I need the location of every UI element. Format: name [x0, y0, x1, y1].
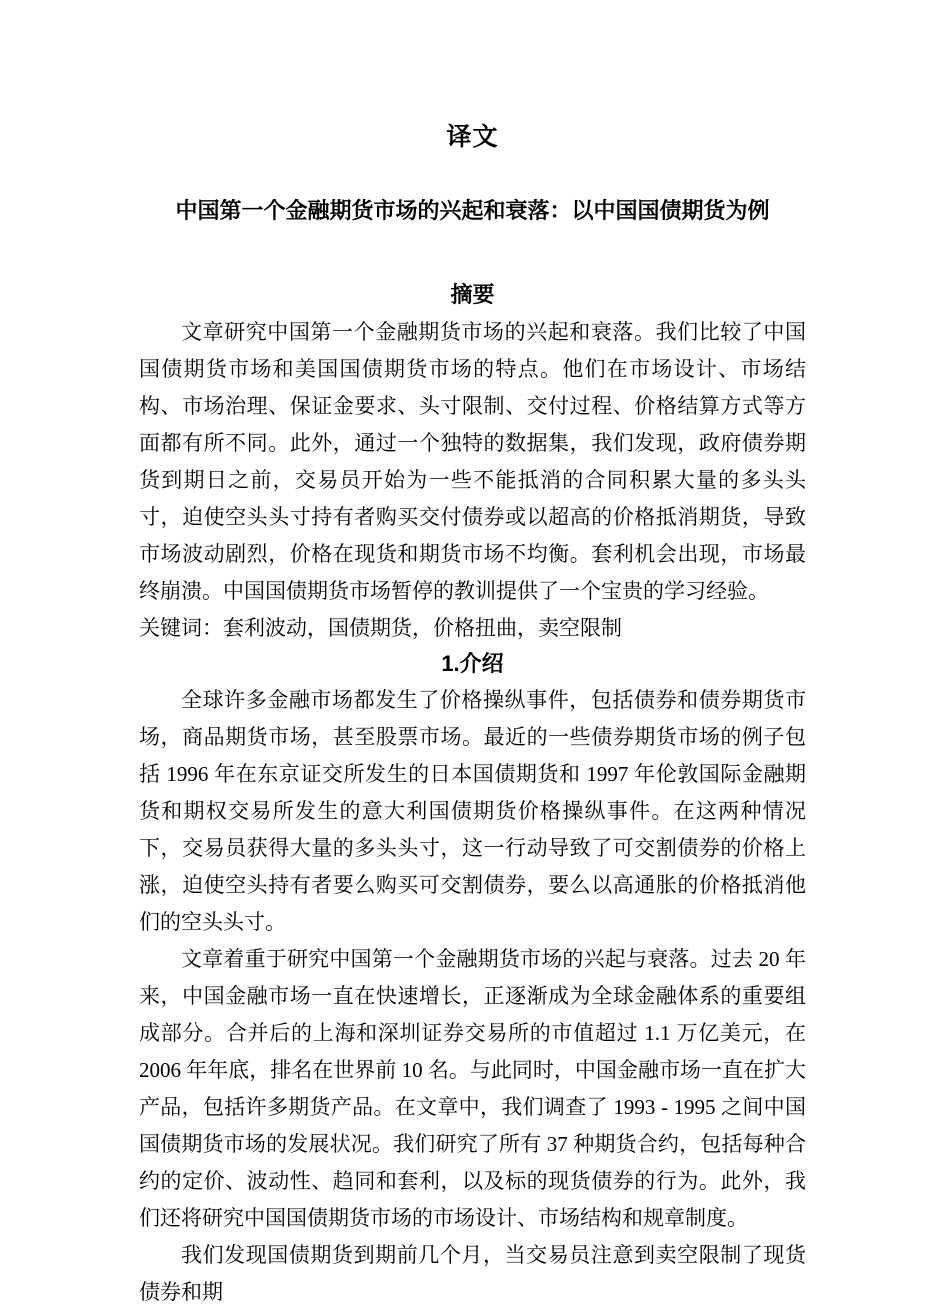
introduction-heading: 1.介绍 [441, 651, 504, 676]
page-content [139, 0, 806, 1311]
abstract-paragraph: 文章研究中国第一个金融期货市场的兴起和衰落。我们比较了中国国债期货市场和美国国债期货市场的特点。他们在市场设计、市场结构、市场治理、保证金要求、头寸限制、交付过程、价格结算方式等方面都有所不同。此外，通过一个独特的数据集，我们发现，政府债券期货到期日之前，交易员开始为一些不能抵消的合同积累大量的多头头寸，迫使空头头寸持有者购买交付债券或以超高的价格抵消期货，导致市场波动剧烈，价格在现货和期货市场不均衡。套利机会出现，市场最终崩溃。中国国债期货市场暂停的教训提供了一个宝贵的学习经验。 [139, 320, 806, 603]
document-title: 中国第一个金融期货市场的兴起和衰落：以中国国债期货为例 [175, 198, 770, 223]
keywords-line: 关键词：套利波动，国债期货，价格扭曲，卖空限制 [139, 616, 622, 640]
introduction-paragraph-1: 全球许多金融市场都发生了价格操纵事件，包括债券和债券期货市场，商品期货市场，甚至股票市场。最近的一些债券期货市场的例子包括 1996 年在东京证交所发生的日本国债期货和 1997 年伦敦国际金融期货和期权交易所发生的意大利国债期货价格操纵事件。在这两种情况下，交易员获得大量的多头头寸，这一行动导致了可交割债券的价格上涨，迫使空头持有者要么购买可交割债券，要么以高通胀的价格抵消他们的空头头寸。 [139, 688, 806, 934]
introduction-paragraph-2: 文章着重于研究中国第一个金融期货市场的兴起与衰落。过去 20 年来，中国金融市场一直在快速增长，正逐渐成为全球金融体系的重要组成部分。合并后的上海和深圳证券交易所的市值超过 1.1 万亿美元，在 2006 年年底，排名在世界前 10 名。与此同时，中国金融市场一直在扩大产品，包括许多期货产品。在文章中，我们调查了 1993 - 1995 之间中国国债期货市场的发展状况。我们研究了所有 37 种期货合约，包括每种合约的定价、波动性、趋同和套利，以及标的现货债券的行为。此外，我们还将研究中国国债期货市场的市场设计、市场结构和规章制度。 [139, 947, 806, 1230]
translation-label: 译文 [446, 123, 499, 151]
introduction-paragraph-3: 我们发现国债期货到期前几个月，当交易员注意到卖空限制了现货债券和期 [139, 1243, 806, 1304]
abstract-heading: 摘要 [450, 282, 495, 307]
